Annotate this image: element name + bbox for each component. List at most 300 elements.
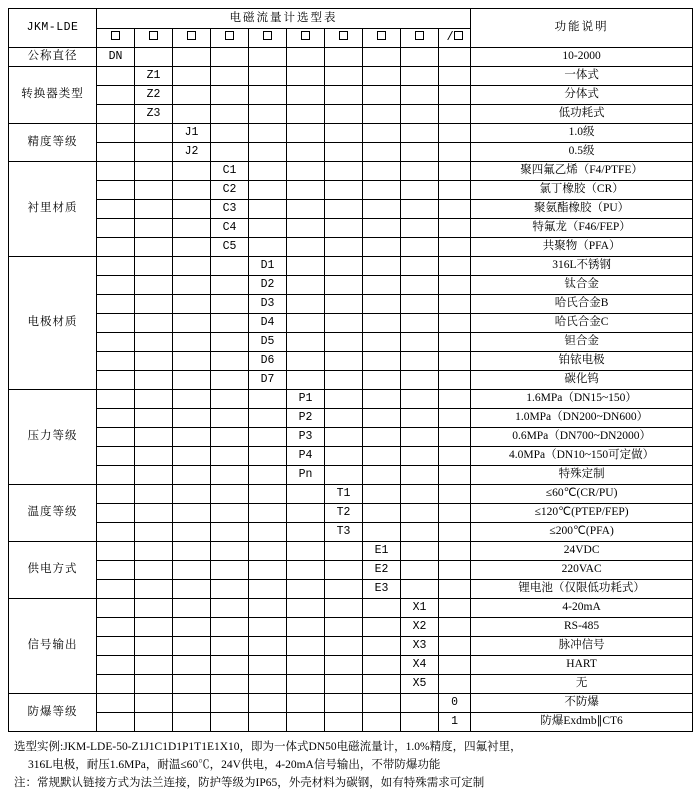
spacer-cell bbox=[211, 105, 249, 124]
table-row bbox=[9, 580, 693, 599]
spacer-cell bbox=[249, 523, 287, 542]
spacer-cell bbox=[287, 371, 325, 390]
spacer-cell bbox=[363, 371, 401, 390]
spacer-cell bbox=[325, 637, 363, 656]
empty-code-box-icon[interactable] bbox=[301, 31, 310, 40]
spacer-cell bbox=[325, 162, 363, 181]
option-description-cell: 1.6MPa（DN15~150） bbox=[471, 390, 693, 409]
option-code-cell[interactable]: Z1 bbox=[135, 67, 173, 86]
spacer-cell bbox=[135, 409, 173, 428]
spacer-cell bbox=[173, 561, 211, 580]
spacer-cell bbox=[439, 314, 471, 333]
spacer-cell bbox=[135, 390, 173, 409]
spacer-cell bbox=[287, 333, 325, 352]
option-description-cell: ≤120℃(PTEP/FEP) bbox=[471, 504, 693, 523]
spacer-cell bbox=[211, 409, 249, 428]
option-code-cell[interactable]: DN bbox=[97, 48, 135, 67]
table-row bbox=[9, 637, 693, 656]
spacer-cell bbox=[439, 466, 471, 485]
table-row bbox=[9, 542, 693, 561]
spacer-cell bbox=[401, 409, 439, 428]
spacer-cell bbox=[173, 656, 211, 675]
spacer-cell bbox=[249, 200, 287, 219]
table-row bbox=[9, 656, 693, 675]
option-code-cell[interactable]: J2 bbox=[173, 143, 211, 162]
spacer-cell bbox=[173, 162, 211, 181]
option-description-cell: 0.6MPa（DN700~DN2000） bbox=[471, 428, 693, 447]
spacer-cell bbox=[211, 656, 249, 675]
empty-code-box-icon[interactable] bbox=[339, 31, 348, 40]
spacer-cell bbox=[287, 656, 325, 675]
table-row bbox=[9, 276, 693, 295]
spacer-cell bbox=[439, 219, 471, 238]
option-description-cell: 锂电池（仅限低功耗式） bbox=[471, 580, 693, 599]
spacer-cell bbox=[135, 542, 173, 561]
option-code-cell[interactable]: X2 bbox=[401, 618, 439, 637]
option-description-cell: 特氟龙（F46/FEP） bbox=[471, 219, 693, 238]
spec-table bbox=[8, 8, 693, 732]
option-code-cell[interactable]: D4 bbox=[249, 314, 287, 333]
option-description-cell: 低功耗式 bbox=[471, 105, 693, 124]
spacer-cell bbox=[363, 618, 401, 637]
option-code-cell[interactable]: D7 bbox=[249, 371, 287, 390]
table-title-cell: 电磁流量计选型表 bbox=[97, 9, 471, 29]
spacer-cell bbox=[325, 124, 363, 143]
spacer-cell bbox=[97, 143, 135, 162]
option-description-cell: 特殊定制 bbox=[471, 466, 693, 485]
spacer-cell bbox=[287, 694, 325, 713]
spacer-cell bbox=[287, 105, 325, 124]
spacer-cell bbox=[135, 561, 173, 580]
spacer-cell bbox=[287, 295, 325, 314]
spacer-cell bbox=[97, 713, 135, 732]
spacer-cell bbox=[135, 162, 173, 181]
spacer-cell bbox=[439, 675, 471, 694]
option-code-cell[interactable]: C3 bbox=[211, 200, 249, 219]
spacer-cell bbox=[439, 181, 471, 200]
spacer-cell bbox=[173, 713, 211, 732]
spacer-cell bbox=[325, 295, 363, 314]
option-description-cell: 24VDC bbox=[471, 542, 693, 561]
spacer-cell bbox=[249, 390, 287, 409]
table-row bbox=[9, 390, 693, 409]
code-box-cell[interactable] bbox=[173, 28, 211, 48]
spacer-cell bbox=[439, 409, 471, 428]
spacer-cell bbox=[325, 466, 363, 485]
spacer-cell bbox=[135, 181, 173, 200]
spacer-cell bbox=[211, 599, 249, 618]
code-box-cell[interactable] bbox=[249, 28, 287, 48]
spacer-cell bbox=[287, 162, 325, 181]
table-row bbox=[9, 675, 693, 694]
spacer-cell bbox=[97, 656, 135, 675]
table-row bbox=[9, 333, 693, 352]
spacer-cell bbox=[325, 428, 363, 447]
option-description-cell: 不防爆 bbox=[471, 694, 693, 713]
table-row bbox=[9, 295, 693, 314]
spacer-cell bbox=[287, 143, 325, 162]
spacer-cell bbox=[211, 48, 249, 67]
spacer-cell bbox=[97, 580, 135, 599]
spacer-cell bbox=[135, 314, 173, 333]
spacer-cell bbox=[97, 257, 135, 276]
empty-code-box-icon[interactable] bbox=[377, 31, 386, 40]
spacer-cell bbox=[249, 580, 287, 599]
spacer-cell bbox=[325, 656, 363, 675]
spacer-cell bbox=[439, 257, 471, 276]
spacer-cell bbox=[135, 599, 173, 618]
spacer-cell bbox=[211, 333, 249, 352]
spacer-cell bbox=[439, 124, 471, 143]
spacer-cell bbox=[363, 67, 401, 86]
spacer-cell bbox=[363, 409, 401, 428]
spacer-cell bbox=[135, 371, 173, 390]
spacer-cell bbox=[97, 523, 135, 542]
spacer-cell bbox=[249, 466, 287, 485]
spacer-cell bbox=[173, 219, 211, 238]
spacer-cell bbox=[401, 390, 439, 409]
empty-code-box-icon[interactable] bbox=[187, 31, 196, 40]
option-code-cell[interactable]: D2 bbox=[249, 276, 287, 295]
spacer-cell bbox=[363, 314, 401, 333]
spacer-cell bbox=[325, 580, 363, 599]
option-description-cell: 共聚物（PFA） bbox=[471, 238, 693, 257]
option-description-cell: ≤200℃(PFA) bbox=[471, 523, 693, 542]
spacer-cell bbox=[439, 447, 471, 466]
option-code-cell[interactable]: P4 bbox=[287, 447, 325, 466]
spacer-cell bbox=[325, 181, 363, 200]
option-code-cell[interactable]: E1 bbox=[363, 542, 401, 561]
spacer-cell bbox=[401, 314, 439, 333]
spacer-cell bbox=[211, 447, 249, 466]
spacer-cell bbox=[249, 124, 287, 143]
table-row bbox=[9, 257, 693, 276]
table-row bbox=[9, 599, 693, 618]
option-code-cell[interactable]: X3 bbox=[401, 637, 439, 656]
spacer-cell bbox=[439, 143, 471, 162]
spacer-cell bbox=[249, 143, 287, 162]
empty-code-box-icon[interactable] bbox=[111, 31, 120, 40]
option-code-cell[interactable]: P2 bbox=[287, 409, 325, 428]
spacer-cell bbox=[97, 200, 135, 219]
spacer-cell bbox=[325, 371, 363, 390]
option-code-cell[interactable]: C1 bbox=[211, 162, 249, 181]
option-code-cell[interactable]: C4 bbox=[211, 219, 249, 238]
spacer-cell bbox=[363, 637, 401, 656]
spacer-cell bbox=[439, 561, 471, 580]
empty-code-box-icon[interactable] bbox=[149, 31, 158, 40]
spacer-cell bbox=[173, 447, 211, 466]
spacer-cell bbox=[173, 580, 211, 599]
spacer-cell bbox=[211, 352, 249, 371]
option-code-cell[interactable]: T3 bbox=[325, 523, 363, 542]
spacer-cell bbox=[325, 390, 363, 409]
table-row bbox=[9, 67, 693, 86]
option-description-cell: 哈氏合金C bbox=[471, 314, 693, 333]
empty-code-box-icon[interactable] bbox=[415, 31, 424, 40]
code-box-cell[interactable] bbox=[287, 28, 325, 48]
option-description-cell: 铂铱电极 bbox=[471, 352, 693, 371]
table-row bbox=[9, 447, 693, 466]
spacer-cell bbox=[325, 447, 363, 466]
row-label-4: 衬里材质 bbox=[9, 162, 97, 257]
spacer-cell bbox=[97, 694, 135, 713]
spacer-cell bbox=[97, 447, 135, 466]
spacer-cell bbox=[363, 276, 401, 295]
spacer-cell bbox=[173, 409, 211, 428]
spacer-cell bbox=[439, 200, 471, 219]
spacer-cell bbox=[401, 504, 439, 523]
spacer-cell bbox=[363, 219, 401, 238]
spacer-cell bbox=[135, 48, 173, 67]
spacer-cell bbox=[173, 694, 211, 713]
row-label-9: 信号输出 bbox=[9, 599, 97, 694]
notes-block bbox=[8, 739, 692, 792]
spacer-cell bbox=[249, 713, 287, 732]
spacer-cell bbox=[135, 485, 173, 504]
spacer-cell bbox=[363, 523, 401, 542]
spacer-cell bbox=[135, 257, 173, 276]
table-row bbox=[9, 409, 693, 428]
option-code-cell[interactable]: D3 bbox=[249, 295, 287, 314]
spacer-cell bbox=[325, 409, 363, 428]
spacer-cell bbox=[249, 561, 287, 580]
spacer-cell bbox=[211, 390, 249, 409]
spacer-cell bbox=[211, 504, 249, 523]
spacer-cell bbox=[97, 181, 135, 200]
option-code-cell[interactable]: 1 bbox=[439, 713, 471, 732]
spacer-cell bbox=[363, 333, 401, 352]
option-description-cell: RS-485 bbox=[471, 618, 693, 637]
spacer-cell bbox=[439, 67, 471, 86]
option-code-cell[interactable]: X4 bbox=[401, 656, 439, 675]
spacer-cell bbox=[439, 542, 471, 561]
spacer-cell bbox=[135, 238, 173, 257]
option-description-cell: 分体式 bbox=[471, 86, 693, 105]
option-description-cell: 4.0MPa（DN10~150可定做） bbox=[471, 447, 693, 466]
spacer-cell bbox=[401, 694, 439, 713]
spacer-cell bbox=[249, 48, 287, 67]
spacer-cell bbox=[211, 276, 249, 295]
spacer-cell bbox=[249, 105, 287, 124]
option-description-cell: 聚氨酯橡胶（PU） bbox=[471, 200, 693, 219]
spacer-cell bbox=[173, 523, 211, 542]
spacer-cell bbox=[363, 675, 401, 694]
row-label-3: 精度等级 bbox=[9, 124, 97, 162]
spacer-cell bbox=[363, 295, 401, 314]
spacer-cell bbox=[363, 485, 401, 504]
spacer-cell bbox=[325, 599, 363, 618]
spacer-cell bbox=[249, 67, 287, 86]
option-code-cell[interactable]: Pn bbox=[287, 466, 325, 485]
spacer-cell bbox=[287, 542, 325, 561]
spacer-cell bbox=[401, 219, 439, 238]
code-box-cell[interactable] bbox=[325, 28, 363, 48]
spacer-cell bbox=[287, 86, 325, 105]
code-box-cell[interactable] bbox=[97, 28, 135, 48]
spacer-cell bbox=[287, 485, 325, 504]
row-label-6: 压力等级 bbox=[9, 390, 97, 485]
option-code-cell[interactable]: J1 bbox=[173, 124, 211, 143]
spacer-cell bbox=[363, 181, 401, 200]
table-row bbox=[9, 181, 693, 200]
spacer-cell bbox=[401, 124, 439, 143]
spacer-cell bbox=[401, 200, 439, 219]
spacer-cell bbox=[363, 390, 401, 409]
spacer-cell bbox=[325, 694, 363, 713]
spacer-cell bbox=[325, 143, 363, 162]
spacer-cell bbox=[97, 428, 135, 447]
spacer-cell bbox=[401, 257, 439, 276]
option-code-cell[interactable]: E3 bbox=[363, 580, 401, 599]
spacer-cell bbox=[363, 466, 401, 485]
spacer-cell bbox=[439, 599, 471, 618]
spacer-cell bbox=[439, 86, 471, 105]
spacer-cell bbox=[173, 295, 211, 314]
spacer-cell bbox=[97, 219, 135, 238]
spacer-cell bbox=[439, 48, 471, 67]
spacer-cell bbox=[97, 637, 135, 656]
spacer-cell bbox=[249, 637, 287, 656]
spacer-cell bbox=[249, 656, 287, 675]
spacer-cell bbox=[439, 656, 471, 675]
spacer-cell bbox=[211, 314, 249, 333]
spacer-cell bbox=[439, 428, 471, 447]
spacer-cell bbox=[97, 162, 135, 181]
spacer-cell bbox=[135, 428, 173, 447]
spacer-cell bbox=[439, 371, 471, 390]
option-description-cell: 钛合金 bbox=[471, 276, 693, 295]
option-code-cell[interactable]: C5 bbox=[211, 238, 249, 257]
note-example-line1: 选型实例:JKM-LDE-50-Z1J1C1D1P1T1E1X10，即为一体式DN50电磁流量计，1.0%精度，四氟衬里， bbox=[14, 741, 522, 753]
spacer-cell bbox=[173, 618, 211, 637]
spacer-cell bbox=[211, 124, 249, 143]
option-code-cell[interactable]: P3 bbox=[287, 428, 325, 447]
table-row bbox=[9, 143, 693, 162]
spacer-cell bbox=[287, 48, 325, 67]
spacer-cell bbox=[211, 618, 249, 637]
note-remark: 注：常规默认链接方式为法兰连接，防护等级为IP65，外壳材料为碳钢，如有特殊需求可定制 bbox=[14, 776, 485, 789]
option-code-cell[interactable]: X1 bbox=[401, 599, 439, 618]
spacer-cell bbox=[135, 466, 173, 485]
spacer-cell bbox=[249, 542, 287, 561]
spacer-cell bbox=[97, 485, 135, 504]
spacer-cell bbox=[97, 67, 135, 86]
empty-code-box-icon[interactable] bbox=[454, 31, 463, 40]
spacer-cell bbox=[287, 67, 325, 86]
spacer-cell bbox=[287, 675, 325, 694]
spacer-cell bbox=[401, 523, 439, 542]
empty-code-box-icon[interactable] bbox=[263, 31, 272, 40]
spacer-cell bbox=[249, 162, 287, 181]
option-code-cell[interactable]: Z2 bbox=[135, 86, 173, 105]
spacer-cell bbox=[135, 580, 173, 599]
spacer-cell bbox=[287, 276, 325, 295]
option-code-cell[interactable]: P1 bbox=[287, 390, 325, 409]
spacer-cell bbox=[287, 181, 325, 200]
spacer-cell bbox=[401, 713, 439, 732]
spacer-cell bbox=[211, 523, 249, 542]
spacer-cell bbox=[287, 352, 325, 371]
table-row bbox=[9, 219, 693, 238]
spacer-cell bbox=[249, 447, 287, 466]
spacer-cell bbox=[401, 86, 439, 105]
spacer-cell bbox=[249, 504, 287, 523]
code-box-cell[interactable] bbox=[439, 28, 471, 48]
spacer-cell bbox=[287, 238, 325, 257]
spacer-cell bbox=[363, 656, 401, 675]
table-row bbox=[9, 314, 693, 333]
spacer-cell bbox=[173, 257, 211, 276]
spacer-cell bbox=[97, 504, 135, 523]
code-box-cell[interactable] bbox=[211, 28, 249, 48]
spacer-cell bbox=[249, 618, 287, 637]
spacer-cell bbox=[135, 656, 173, 675]
spacer-cell bbox=[325, 276, 363, 295]
code-box-cell[interactable] bbox=[363, 28, 401, 48]
spacer-cell bbox=[97, 105, 135, 124]
spacer-cell bbox=[287, 523, 325, 542]
option-description-cell: 氯丁橡胶（CR） bbox=[471, 181, 693, 200]
spacer-cell bbox=[135, 124, 173, 143]
spacer-cell bbox=[325, 713, 363, 732]
spacer-cell bbox=[401, 447, 439, 466]
option-code-cell[interactable]: D6 bbox=[249, 352, 287, 371]
option-code-cell[interactable]: 0 bbox=[439, 694, 471, 713]
option-code-cell[interactable]: C2 bbox=[211, 181, 249, 200]
spacer-cell bbox=[439, 523, 471, 542]
spacer-cell bbox=[325, 675, 363, 694]
option-code-cell[interactable]: D5 bbox=[249, 333, 287, 352]
spacer-cell bbox=[325, 67, 363, 86]
spacer-cell bbox=[249, 428, 287, 447]
option-description-cell: 碳化钨 bbox=[471, 371, 693, 390]
code-box-cell[interactable] bbox=[135, 28, 173, 48]
option-code-cell[interactable]: D1 bbox=[249, 257, 287, 276]
option-description-cell: 220VAC bbox=[471, 561, 693, 580]
code-box-cell[interactable] bbox=[401, 28, 439, 48]
spacer-cell bbox=[97, 542, 135, 561]
option-code-cell[interactable]: T2 bbox=[325, 504, 363, 523]
spacer-cell bbox=[249, 219, 287, 238]
spacer-cell bbox=[363, 200, 401, 219]
option-description-cell: 10-2000 bbox=[471, 48, 693, 67]
option-code-cell[interactable]: Z3 bbox=[135, 105, 173, 124]
spacer-cell bbox=[97, 333, 135, 352]
option-code-cell[interactable]: T1 bbox=[325, 485, 363, 504]
spacer-cell bbox=[173, 504, 211, 523]
empty-code-box-icon[interactable] bbox=[225, 31, 234, 40]
spacer-cell bbox=[325, 257, 363, 276]
spacer-cell bbox=[249, 694, 287, 713]
spacer-cell bbox=[439, 162, 471, 181]
spacer-cell bbox=[173, 333, 211, 352]
table-row bbox=[9, 466, 693, 485]
spacer-cell bbox=[325, 238, 363, 257]
spacer-cell bbox=[135, 333, 173, 352]
row-label-7: 温度等级 bbox=[9, 485, 97, 542]
spacer-cell bbox=[363, 48, 401, 67]
option-code-cell[interactable]: X5 bbox=[401, 675, 439, 694]
spacer-cell bbox=[439, 238, 471, 257]
table-row bbox=[9, 523, 693, 542]
spacer-cell bbox=[135, 219, 173, 238]
spacer-cell bbox=[97, 295, 135, 314]
option-description-cell: 聚四氟乙烯（F4/PTFE） bbox=[471, 162, 693, 181]
spacer-cell bbox=[135, 675, 173, 694]
option-code-cell[interactable]: E2 bbox=[363, 561, 401, 580]
row-label-8: 供电方式 bbox=[9, 542, 97, 599]
